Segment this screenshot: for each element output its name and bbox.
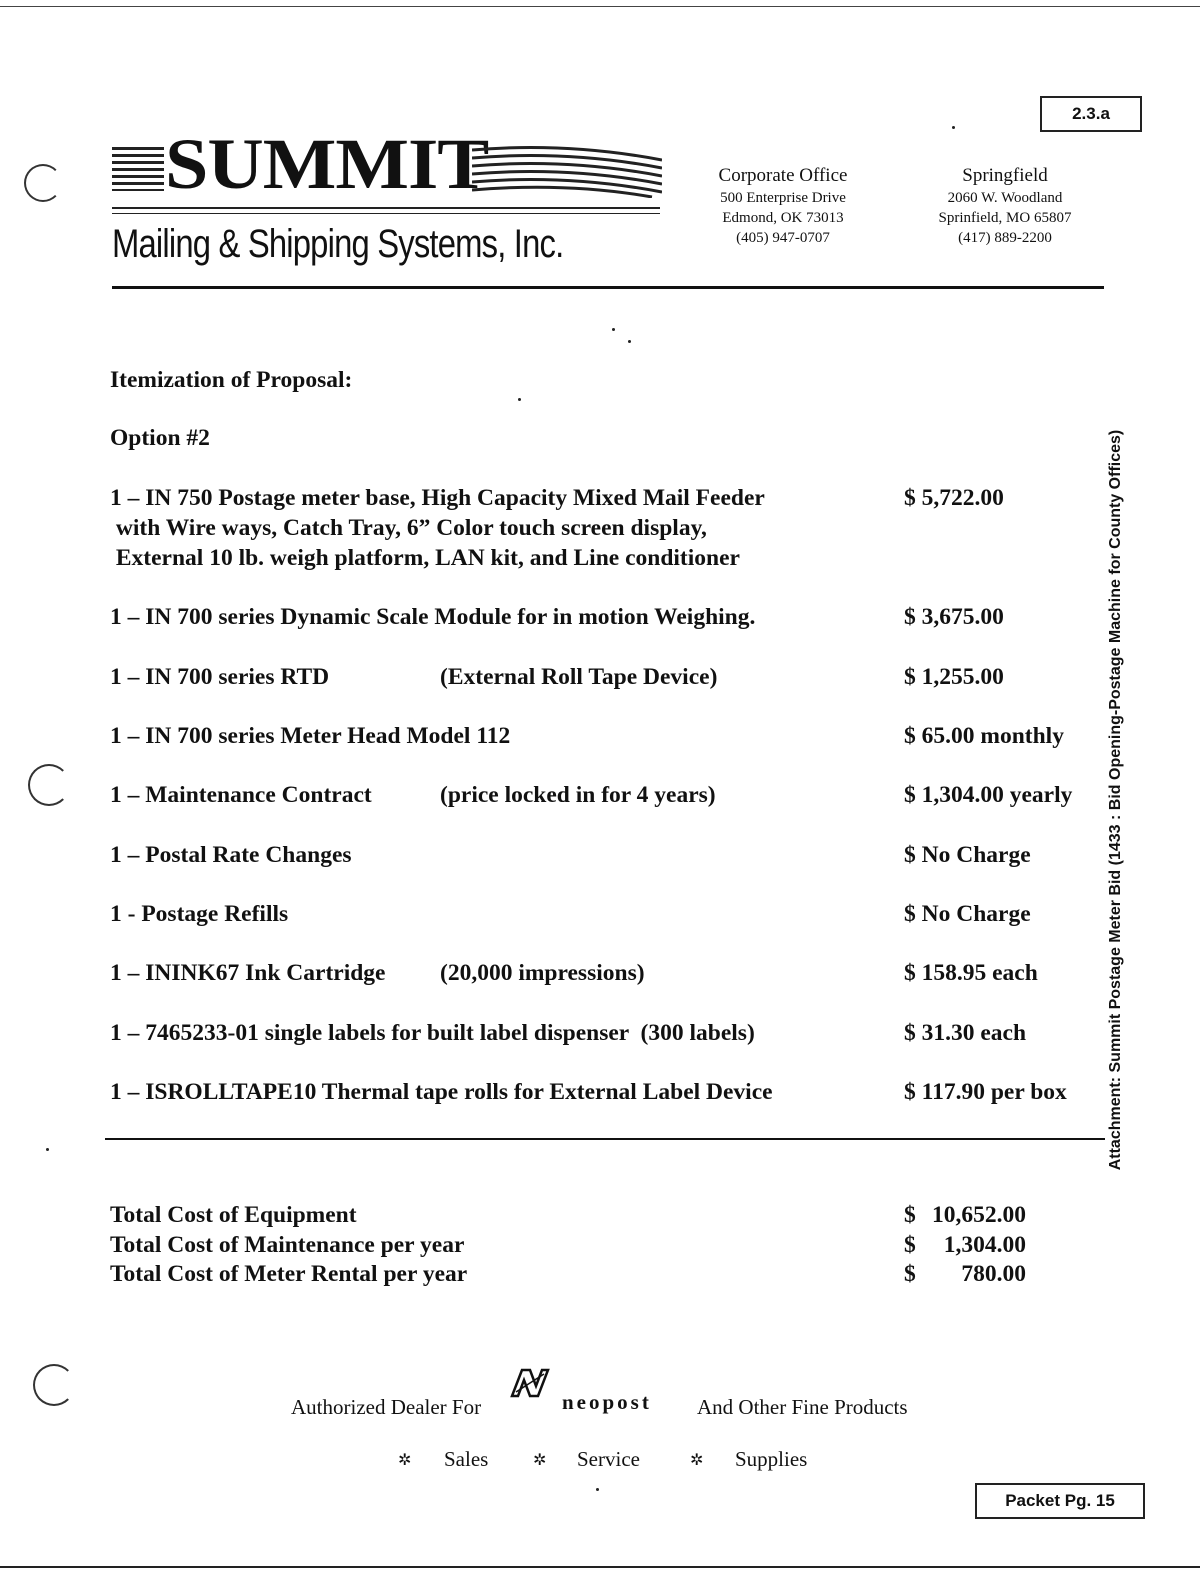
section-tag: 2.3.a: [1040, 96, 1142, 132]
bottom-edge-rule: [0, 1566, 1200, 1568]
item-note: (External Roll Tape Device): [440, 664, 718, 690]
item-desc: 1 – Postal Rate Changes: [110, 842, 352, 868]
total-amount: 10,652.00: [932, 1202, 1026, 1228]
total-label: Total Cost of Meter Rental per year: [110, 1261, 468, 1287]
corporate-address-line2: Edmond, OK 73013: [722, 210, 844, 226]
proposal-heading: Itemization of Proposal:: [110, 367, 353, 393]
item-price: $ 1,255.00: [904, 664, 1004, 690]
item-price: $ 1,304.00 yearly: [904, 782, 1073, 808]
scan-speck: [518, 398, 521, 401]
logo-rule: [112, 207, 660, 209]
item-desc: 1 - Postage Refills: [110, 901, 289, 927]
item-price: $ 3,675.00: [904, 604, 1004, 630]
total-label: Total Cost of Equipment: [110, 1202, 357, 1228]
service-supplies: Supplies: [735, 1447, 808, 1471]
item-desc: 1 – ININK67 Ink Cartridge: [110, 960, 386, 986]
logo-stripes-left: [112, 147, 164, 191]
binder-hole-bottom: [33, 1364, 75, 1406]
service-service: Service: [577, 1447, 640, 1471]
scan-speck: [628, 340, 631, 343]
item-desc: 1 – IN 700 series Meter Head Model 112: [110, 723, 511, 749]
item-desc-line: with Wire ways, Catch Tray, 6” Color touch screen display,: [110, 515, 707, 541]
item-desc: 1 – ISROLLTAPE10 Thermal tape rolls for External Label Device: [110, 1079, 773, 1105]
totals-divider: [105, 1138, 1105, 1140]
total-dollar-sign: $: [904, 1232, 916, 1258]
item-price: $ No Charge: [904, 842, 1031, 868]
service-sales: Sales: [444, 1447, 489, 1471]
top-edge-rule: [0, 6, 1200, 7]
logo-subtitle: Mailing & Shipping Systems, Inc.: [112, 222, 564, 266]
item-desc: 1 – 7465233-01 single labels for built label dispenser (300 labels): [110, 1020, 755, 1046]
item-note: (price locked in for 4 years): [440, 782, 716, 808]
packet-page-number: Packet Pg. 15: [975, 1483, 1145, 1519]
springfield-office-title: Springfield: [962, 165, 1048, 186]
scan-speck: [46, 1148, 49, 1151]
springfield-address-line1: 2060 W. Woodland: [947, 190, 1063, 206]
item-price: $ 5,722.00: [904, 485, 1004, 511]
logo-wave-stripes: [472, 140, 662, 198]
total-label: Total Cost of Maintenance per year: [110, 1232, 465, 1258]
item-price: $ 117.90 per box: [904, 1079, 1067, 1105]
logo-rule-thin: [112, 213, 660, 214]
item-note: (20,000 impressions): [440, 960, 645, 986]
binder-hole-middle: [28, 764, 70, 806]
dealer-prefix: Authorized Dealer For: [291, 1395, 482, 1419]
corporate-office-block: [690, 164, 876, 248]
scan-speck: [612, 328, 615, 331]
option-label: Option #2: [110, 425, 210, 451]
item-desc-line: External 10 lb. weigh platform, LAN kit, and Line conditioner: [110, 545, 740, 571]
springfield-address-line2: Sprinfield, MO 65807: [938, 210, 1072, 226]
item-price: $ 158.95 each: [904, 960, 1038, 986]
binder-hole-top: [24, 164, 62, 202]
item-price: $ No Charge: [904, 901, 1031, 927]
logo-word: SUMMIT: [165, 123, 489, 204]
item-desc: 1 – IN 700 series Dynamic Scale Module for in motion Weighing.: [110, 604, 756, 630]
scan-speck: [952, 126, 955, 129]
item-desc: 1 – IN 700 series RTD: [110, 664, 330, 690]
springfield-office-block: [920, 164, 1090, 248]
header-rule: [112, 286, 1104, 289]
gear-icon: ✲: [398, 1452, 412, 1469]
item-desc-line: 1 – IN 750 Postage meter base, High Capacity Mixed Mail Feeder: [110, 485, 765, 511]
corporate-phone: (405) 947-0707: [736, 230, 830, 246]
total-amount: 780.00: [961, 1261, 1026, 1287]
item-desc: 1 – Maintenance Contract: [110, 782, 372, 808]
springfield-phone: (417) 889-2200: [958, 230, 1052, 246]
gear-icon: ✲: [690, 1452, 704, 1469]
brand-name: neopost: [562, 1390, 652, 1414]
total-dollar-sign: $: [904, 1261, 916, 1287]
total-dollar-sign: $: [904, 1202, 916, 1228]
gear-icon: ✲: [533, 1452, 547, 1469]
dealer-suffix: And Other Fine Products: [697, 1395, 908, 1419]
corporate-office-title: Corporate Office: [718, 165, 848, 186]
corporate-address-line1: 500 Enterprise Drive: [720, 190, 846, 206]
neopost-logo-icon: [508, 1366, 552, 1400]
item-price: $ 31.30 each: [904, 1020, 1027, 1046]
total-amount: 1,304.00: [943, 1232, 1026, 1258]
item-price: $ 65.00 monthly: [904, 723, 1064, 749]
attachment-side-label: Attachment: Summit Postage Meter Bid (1433 : Bid Opening-Postage Machine for County Offices): [1107, 429, 1124, 1171]
scan-speck: [596, 1488, 599, 1491]
